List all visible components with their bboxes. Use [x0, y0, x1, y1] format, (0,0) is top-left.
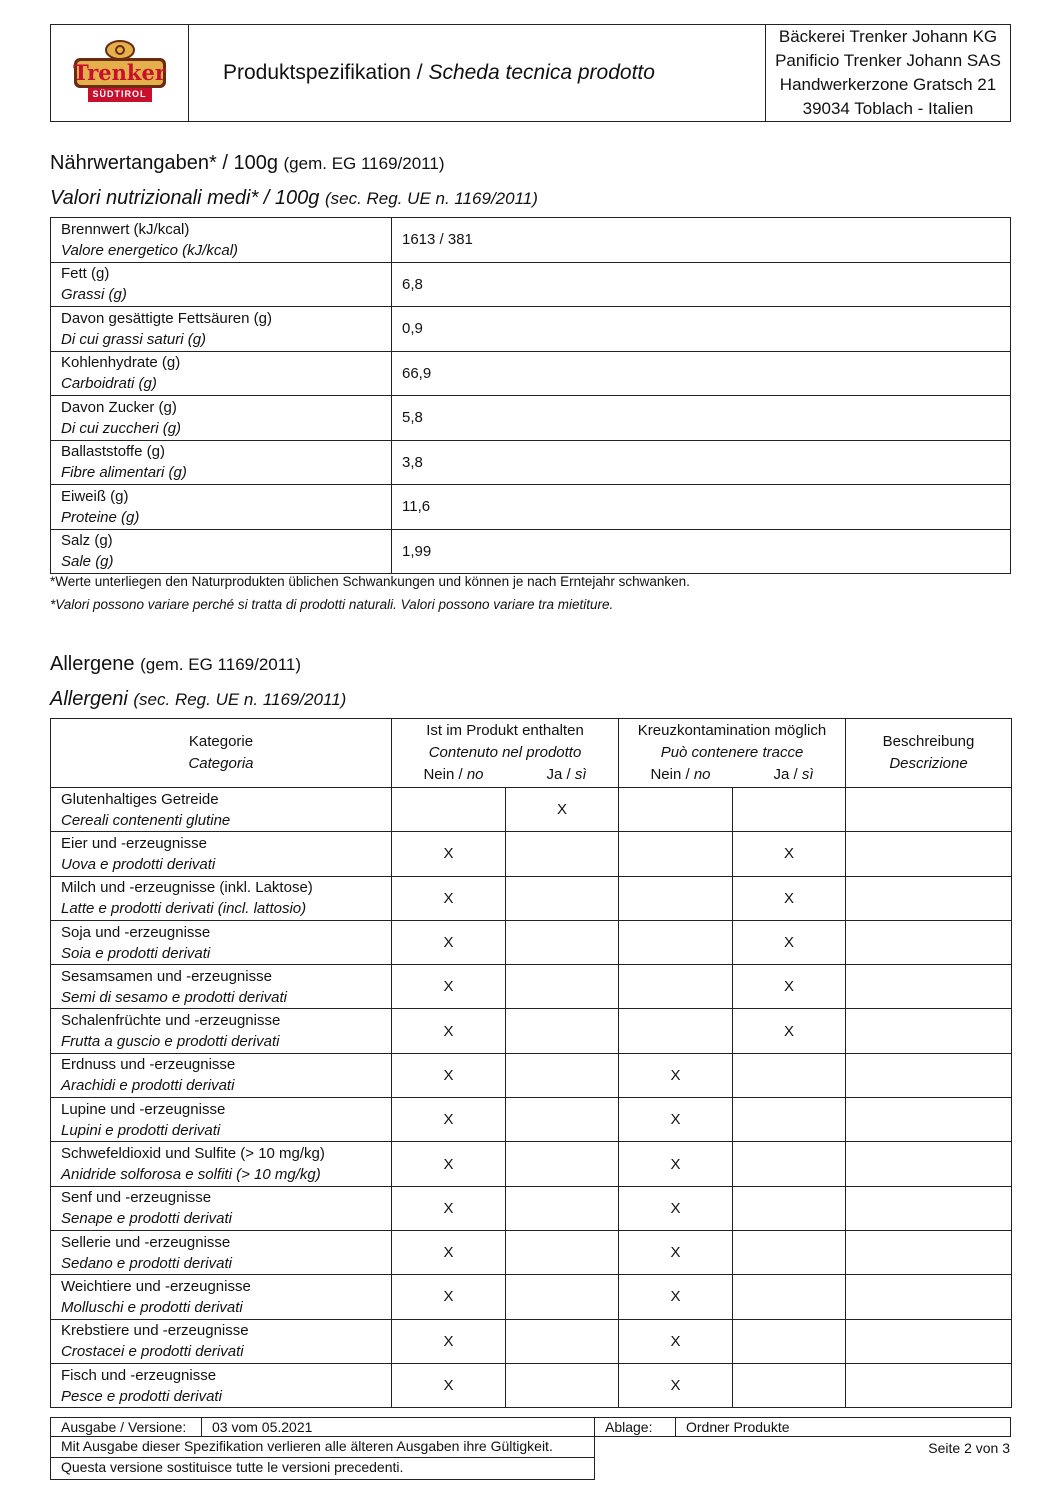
allergens-title-de: [50, 653, 301, 676]
allergen-category-it: Molluschi e prodotti derivati: [61, 1298, 243, 1316]
allergens-title-de-text: Allergene: [50, 653, 135, 675]
contained-no-mark: X: [392, 1098, 506, 1142]
nutrient-label-de: Salz (g): [61, 532, 113, 550]
logo-wordmark: Trenker: [73, 59, 166, 85]
nutrition-title-de: [50, 152, 444, 175]
version-label: Ausgabe / Versione:: [50, 1417, 202, 1437]
allergen-row: [51, 788, 1012, 832]
allergen-category: [51, 876, 392, 920]
allergen-row: [51, 1230, 1012, 1274]
allergen-category: [51, 1230, 392, 1274]
cross-yes-mark: X: [733, 1009, 846, 1053]
address-line: Handwerkerzone Gratsch 21: [779, 75, 997, 94]
title-italian: Scheda tecnica prodotto: [428, 61, 655, 84]
cross-no-mark: [619, 788, 733, 832]
nutrition-row: [51, 529, 1011, 574]
allergen-description: [846, 1230, 1012, 1274]
allergen-category: [51, 1275, 392, 1319]
allergen-category-it: Senape e prodotti derivati: [61, 1210, 232, 1228]
allergen-row: [51, 1009, 1012, 1053]
allergen-row: [51, 1053, 1012, 1097]
contained-no-mark: X: [392, 1009, 506, 1053]
allergen-category-de: Lupine und -erzeugnisse: [61, 1100, 226, 1118]
allergen-category-it: Frutta a guscio e prodotti derivati: [61, 1033, 280, 1051]
allergen-category: [51, 1319, 392, 1363]
nutrition-note-it: *Valori possono variare perché si tratta di prodotti naturali. Valori possono variare tra mietiture.: [50, 597, 614, 612]
contained-yes-mark: [506, 1098, 619, 1142]
allergen-category-de: Erdnuss und -erzeugnisse: [61, 1056, 236, 1074]
contained-no-mark: [392, 788, 506, 832]
contained-no-mark: X: [392, 1053, 506, 1097]
nutrient-value: 1,99: [392, 529, 1011, 574]
allergen-description: [846, 1275, 1012, 1319]
header-cross-de: Kreuzkontamination möglich: [637, 722, 827, 739]
nutrient-value: 3,8: [392, 440, 1011, 485]
contained-no-mark: X: [392, 965, 506, 1009]
nutrient-label: [51, 529, 392, 574]
allergen-category-it: Uova e prodotti derivati: [61, 855, 216, 873]
nutrition-title-it-ref: (sec. Reg. UE n. 1169/2011): [324, 189, 538, 208]
header-description: [846, 719, 1012, 788]
trenker-logo: [70, 36, 170, 106]
contained-no-mark: X: [392, 1319, 506, 1363]
allergen-description: [846, 788, 1012, 832]
ablage-value: Ordner Produkte: [675, 1417, 1011, 1437]
cross-no-mark: X: [619, 1098, 733, 1142]
nutrition-row: [51, 440, 1011, 485]
header-yes: Ja / sì: [546, 766, 587, 783]
nutrient-label-it: Sale (g): [61, 553, 114, 571]
cross-no-mark: [619, 965, 733, 1009]
nutrient-label-it: Fibre alimentari (g): [61, 464, 187, 482]
cross-yes-mark: X: [733, 920, 846, 964]
allergen-category: [51, 1009, 392, 1053]
header-yes: Ja / sì: [773, 766, 814, 783]
allergen-description: [846, 1009, 1012, 1053]
nutrition-note-de: *Werte unterliegen den Naturprodukten üblichen Schwankungen und können je nach Erntejahr schwanken.: [50, 574, 690, 589]
allergen-row: [51, 1098, 1012, 1142]
nutrient-label: [51, 396, 392, 441]
allergen-category-it: Sedano e prodotti derivati: [61, 1254, 232, 1272]
nutrient-label: [51, 440, 392, 485]
nutrient-label: [51, 485, 392, 530]
cross-yes-mark: [733, 1230, 846, 1274]
allergen-category-it: Lupini e prodotti derivati: [61, 1121, 221, 1139]
allergen-description: [846, 1142, 1012, 1186]
allergen-category-de: Eier und -erzeugnisse: [61, 834, 207, 852]
contained-yes-mark: [506, 1230, 619, 1274]
allergen-description: [846, 920, 1012, 964]
allergen-category: [51, 1053, 392, 1097]
allergen-row: [51, 1186, 1012, 1230]
allergen-category-de: Sellerie und -erzeugnisse: [61, 1233, 231, 1251]
contained-yes-mark: [506, 1142, 619, 1186]
nutrient-label-de: Eiweiß (g): [61, 487, 129, 505]
cross-yes-mark: [733, 788, 846, 832]
cross-yes-mark: X: [733, 876, 846, 920]
allergen-row: [51, 1363, 1012, 1407]
cross-no-mark: [619, 876, 733, 920]
allergen-category-de: Milch und -erzeugnisse (inkl. Laktose): [61, 879, 313, 897]
contained-yes-mark: [506, 1275, 619, 1319]
ablage-label: Ablage:: [594, 1417, 676, 1437]
allergen-category-de: Sesamsamen und -erzeugnisse: [61, 967, 272, 985]
header-category: [51, 719, 392, 788]
allergen-category: [51, 1142, 392, 1186]
nutrient-label-it: Grassi (g): [61, 286, 127, 304]
allergen-category: [51, 1186, 392, 1230]
nutrient-label-it: Carboidrati (g): [61, 375, 157, 393]
cross-yes-mark: [733, 1053, 846, 1097]
nutrient-value: 5,8: [392, 396, 1011, 441]
nutrient-label: [51, 262, 392, 307]
allergens-table: [50, 718, 1012, 1408]
validity-de: Mit Ausgabe dieser Spezifikation verlieren alle älteren Ausgaben ihre Gültigkeit.: [50, 1436, 595, 1458]
nutrient-label-it: Di cui grassi saturi (g): [61, 330, 207, 348]
contained-yes-mark: [506, 1053, 619, 1097]
allergen-description: [846, 1363, 1012, 1407]
cross-yes-mark: [733, 1186, 846, 1230]
allergen-row: [51, 832, 1012, 876]
nutrition-row: [51, 218, 1011, 263]
nutrient-label-de: Davon Zucker (g): [61, 398, 177, 416]
contained-yes-mark: [506, 876, 619, 920]
contained-yes-mark: [506, 920, 619, 964]
nutrition-row: [51, 485, 1011, 530]
cross-yes-mark: [733, 1363, 846, 1407]
contained-yes-mark: [506, 1319, 619, 1363]
header-category-de: Kategorie: [188, 733, 254, 750]
cross-no-mark: X: [619, 1319, 733, 1363]
cross-yes-mark: [733, 1319, 846, 1363]
contained-no-mark: X: [392, 1275, 506, 1319]
address-line: Panificio Trenker Johann SAS: [775, 51, 1001, 70]
nutrition-title-de-text: Nährwertangaben* / 100g: [50, 152, 278, 174]
version-value: 03 vom 05.2021: [201, 1417, 595, 1437]
allergen-category: [51, 1098, 392, 1142]
nutrient-label-de: Kohlenhydrate (g): [61, 354, 181, 372]
cross-yes-mark: [733, 1275, 846, 1319]
logo-subtext: SÜDTIROL: [92, 88, 147, 99]
header-cross-contamination: [619, 719, 846, 788]
nutrient-value: 0,9: [392, 307, 1011, 352]
title-german: Produktspezifikation /: [223, 61, 429, 84]
cross-yes-mark: [733, 1142, 846, 1186]
nutrition-table: [50, 217, 1011, 574]
allergen-row: [51, 876, 1012, 920]
allergens-title-it: [50, 688, 346, 711]
header-category-it: Categoria: [188, 755, 254, 772]
allergen-category: [51, 965, 392, 1009]
allergen-category: [51, 832, 392, 876]
company-address: [766, 25, 1011, 122]
allergen-category: [51, 1363, 392, 1407]
allergen-category: [51, 920, 392, 964]
nutrient-label-de: Fett (g): [61, 265, 110, 283]
contained-yes-mark: [506, 1009, 619, 1053]
contained-yes-mark: [506, 832, 619, 876]
allergen-category-it: Semi di sesamo e prodotti derivati: [61, 988, 287, 1006]
nutrient-label-de: Brennwert (kJ/kcal): [61, 220, 190, 238]
cross-no-mark: X: [619, 1186, 733, 1230]
header-table: [50, 24, 1011, 122]
allergens-title-it-text: Allergeni: [50, 688, 128, 710]
nutrient-value: 11,6: [392, 485, 1011, 530]
nutrition-row: [51, 307, 1011, 352]
contained-yes-mark: [506, 1186, 619, 1230]
nutrient-label-it: Valore energetico (kJ/kcal): [61, 241, 239, 259]
contained-yes-mark: [506, 1363, 619, 1407]
cross-no-mark: [619, 1009, 733, 1053]
allergen-category-de: Weichtiere und -erzeugnisse: [61, 1277, 251, 1295]
allergen-category-de: Krebstiere und -erzeugnisse: [61, 1322, 249, 1340]
allergen-description: [846, 1098, 1012, 1142]
nutrient-label: [51, 351, 392, 396]
allergen-category-de: Soja und -erzeugnisse: [61, 923, 211, 941]
header-description-de: Beschreibung: [882, 733, 975, 750]
nutrition-title-it-text: Valori nutrizionali medi* / 100g: [50, 187, 320, 209]
cross-yes-mark: X: [733, 832, 846, 876]
header-contained-it: Contenuto nel prodotto: [428, 744, 582, 761]
nutrition-title-de-ref: (gem. EG 1169/2011): [283, 154, 445, 173]
nutrition-row: [51, 262, 1011, 307]
nutrient-value: 6,8: [392, 262, 1011, 307]
allergen-category-de: Fisch und -erzeugnisse: [61, 1366, 217, 1384]
allergen-category-de: Schwefeldioxid und Sulfite (> 10 mg/kg): [61, 1145, 325, 1163]
contained-no-mark: X: [392, 1186, 506, 1230]
allergen-description: [846, 1186, 1012, 1230]
allergen-description: [846, 876, 1012, 920]
logo-cell: [51, 25, 189, 122]
nutrient-value: 66,9: [392, 351, 1011, 396]
cross-no-mark: X: [619, 1275, 733, 1319]
allergen-row: [51, 1319, 1012, 1363]
allergen-description: [846, 1053, 1012, 1097]
contained-yes-mark: X: [506, 788, 619, 832]
cross-no-mark: [619, 832, 733, 876]
allergen-description: [846, 832, 1012, 876]
nutrient-label: [51, 218, 392, 263]
allergen-category-it: Anidride solforosa e solfiti (> 10 mg/kg): [61, 1166, 321, 1184]
cross-no-mark: X: [619, 1363, 733, 1407]
allergens-header-row: [51, 719, 1012, 788]
allergen-row: [51, 1275, 1012, 1319]
nutrient-label-de: Davon gesättigte Fettsäuren (g): [61, 309, 272, 327]
header-contained-yesno: [392, 764, 618, 786]
contained-no-mark: X: [392, 1142, 506, 1186]
address-line: Bäckerei Trenker Johann KG: [778, 27, 998, 46]
contained-yes-mark: [506, 965, 619, 1009]
allergen-category: [51, 788, 392, 832]
contained-no-mark: X: [392, 876, 506, 920]
allergen-category-it: Pesce e prodotti derivati: [61, 1387, 222, 1405]
header-contained-de: Ist im Produkt enthalten: [426, 722, 584, 739]
cross-no-mark: X: [619, 1230, 733, 1274]
allergen-description: [846, 965, 1012, 1009]
cross-no-mark: X: [619, 1053, 733, 1097]
allergens-title-de-ref: (gem. EG 1169/2011): [140, 655, 302, 674]
allergen-category-de: Senf und -erzeugnisse: [61, 1189, 212, 1207]
header-no: Nein / no: [650, 766, 711, 783]
nutrition-row: [51, 351, 1011, 396]
nutrient-label-it: Di cui zuccheri (g): [61, 419, 182, 437]
allergen-category-de: Schalenfrüchte und -erzeugnisse: [61, 1012, 281, 1030]
header-description-it: Descrizione: [889, 755, 968, 772]
contained-no-mark: X: [392, 832, 506, 876]
document-title: [189, 25, 766, 122]
header-cross-yesno: [619, 764, 845, 786]
allergen-category-it: Crostacei e prodotti derivati: [61, 1343, 244, 1361]
allergen-category-it: Soia e prodotti derivati: [61, 944, 211, 962]
nutrient-label-it: Proteine (g): [61, 508, 140, 526]
allergen-category-de: Glutenhaltiges Getreide: [61, 790, 219, 808]
allergen-row: [51, 920, 1012, 964]
nutrition-title-it: [50, 187, 538, 210]
cross-no-mark: [619, 920, 733, 964]
allergen-row: [51, 965, 1012, 1009]
allergen-description: [846, 1319, 1012, 1363]
allergen-category-it: Cereali contenenti glutine: [61, 811, 231, 829]
cross-no-mark: X: [619, 1142, 733, 1186]
page-number: Seite 2 von 3: [928, 1440, 1010, 1456]
validity-it: Questa versione sostituisce tutte le versioni precedenti.: [50, 1457, 595, 1480]
address-line: 39034 Toblach - Italien: [802, 99, 974, 118]
nutrient-label: [51, 307, 392, 352]
contained-no-mark: X: [392, 920, 506, 964]
allergen-category-it: Arachidi e prodotti derivati: [61, 1077, 235, 1095]
cross-yes-mark: [733, 1098, 846, 1142]
allergen-category-it: Latte e prodotti derivati (incl. lattosio): [61, 900, 307, 918]
header-contained: [392, 719, 619, 788]
allergen-row: [51, 1142, 1012, 1186]
allergens-title-it-ref: (sec. Reg. UE n. 1169/2011): [133, 690, 347, 709]
contained-no-mark: X: [392, 1363, 506, 1407]
nutrient-label-de: Ballaststoffe (g): [61, 443, 165, 461]
nutrition-row: [51, 396, 1011, 441]
header-cross-it: Può contenere tracce: [660, 744, 804, 761]
cross-yes-mark: X: [733, 965, 846, 1009]
contained-no-mark: X: [392, 1230, 506, 1274]
header-no: Nein / no: [423, 766, 484, 783]
nutrient-value: 1613 / 381: [392, 218, 1011, 263]
